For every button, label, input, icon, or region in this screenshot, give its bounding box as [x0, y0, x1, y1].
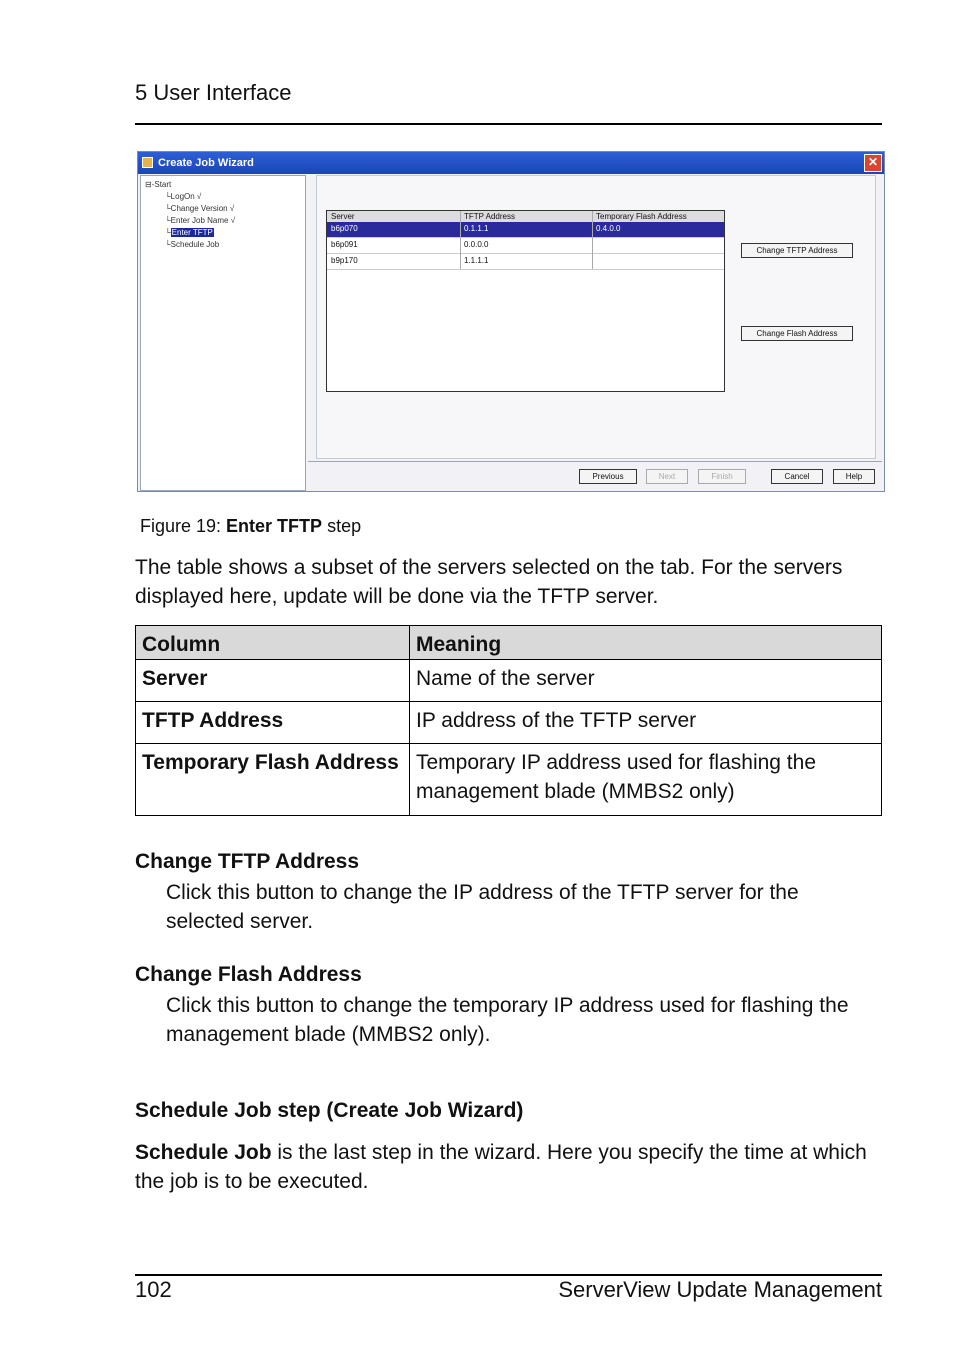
term-change-tftp-address: Change TFTP Address [135, 850, 360, 873]
figure-caption [140, 516, 361, 537]
tree-item-enter-job-name[interactable]: └Enter Job Name √ [165, 216, 236, 225]
grid-header-tftp[interactable]: TFTP Address [464, 212, 515, 221]
close-icon[interactable]: ✕ [864, 154, 882, 172]
caption-prefix: Figure 19: [140, 516, 227, 536]
table-cell-meaning: Temporary IP address used for flashing the management blade (MMBS2 only) [410, 744, 882, 816]
closing-bold: Schedule Job [135, 1141, 272, 1164]
finish-button[interactable]: Finish [698, 469, 746, 484]
change-flash-address-button[interactable]: Change Flash Address [741, 326, 853, 341]
column-meaning-table [135, 625, 882, 816]
term-change-flash-address: Change Flash Address [135, 963, 362, 986]
grid-header-flash[interactable]: Temporary Flash Address [596, 212, 687, 221]
grid-cell-tftp: 1.1.1.1 [464, 256, 489, 265]
wizard-step-tree [140, 175, 306, 491]
table-cell-meaning: IP address of the TFTP server [410, 702, 882, 744]
intro-paragraph: The table shows a subset of the servers selected on the tab. For the servers displayed here, update will be done via the TFTP server. [135, 556, 843, 608]
caption-suffix: step [322, 516, 362, 536]
table-cell-column: Server [136, 660, 410, 702]
cancel-button[interactable]: Cancel [771, 469, 823, 484]
grid-column-divider [460, 211, 461, 269]
grid-cell-server: b6p070 [331, 224, 358, 233]
grid-column-divider [592, 211, 593, 269]
term-description: Click this button to change the temporary IP address used for flashing the management blade (MMBS2 only). [166, 994, 849, 1046]
window-titlebar [138, 152, 884, 174]
header-rule [135, 123, 882, 125]
button-bar-divider [308, 461, 882, 462]
table-cell-column: Temporary Flash Address [136, 744, 410, 816]
page-number: 102 [135, 1277, 172, 1302]
table-row [136, 660, 882, 702]
grid-cell-tftp: 0.0.0.0 [464, 240, 489, 249]
tree-item-start[interactable]: ⊟-Start [145, 180, 172, 189]
table-row [136, 702, 882, 744]
term-description: Click this button to change the IP address of the TFTP server for the selected server. [166, 881, 799, 933]
grid-row[interactable] [327, 222, 724, 238]
previous-button[interactable]: Previous [579, 469, 637, 484]
grid-row[interactable] [327, 254, 724, 270]
grid-header-server[interactable]: Server [331, 212, 355, 221]
tree-item-schedule-job[interactable]: └Schedule Job [165, 240, 220, 249]
tree-item-change-version[interactable]: └Change Version √ [165, 204, 235, 213]
footer-product-name: ServerView Update Management [558, 1277, 882, 1302]
next-button[interactable]: Next [646, 469, 688, 484]
grid-cell-server: b9p170 [331, 256, 358, 265]
help-button[interactable]: Help [833, 469, 875, 484]
tree-item-enter-tftp[interactable]: └Enter TFTP [165, 228, 213, 237]
caption-bold: Enter TFTP [226, 516, 323, 536]
window-title: Create Job Wizard [158, 157, 254, 169]
grid-cell-server: b6p091 [331, 240, 358, 249]
wizard-window-screenshot [137, 151, 885, 492]
running-header: 5 User Interface [135, 80, 292, 105]
closing-paragraph [135, 1138, 882, 1196]
closing-rest: is the last step in the wizard. Here you specify the time at which the job is to be executed. [135, 1141, 867, 1193]
section-heading: Schedule Job step (Create Job Wizard) [135, 1099, 524, 1122]
table-cell-column: TFTP Address [136, 702, 410, 744]
grid-cell-tftp: 0.1.1.1 [464, 224, 489, 233]
grid-row[interactable] [327, 238, 724, 254]
change-tftp-address-button[interactable]: Change TFTP Address [741, 243, 853, 258]
grid-cell-flash: 0.4.0.0 [596, 224, 621, 233]
server-grid[interactable] [326, 210, 725, 392]
table-cell-meaning: Name of the server [410, 660, 882, 702]
tree-item-logon[interactable]: └LogOn √ [165, 192, 202, 201]
footer-rule [135, 1274, 882, 1276]
table-header-meaning: Meaning [410, 626, 882, 660]
table-row [136, 744, 882, 816]
app-icon [142, 157, 153, 168]
table-header-column: Column [136, 626, 410, 660]
